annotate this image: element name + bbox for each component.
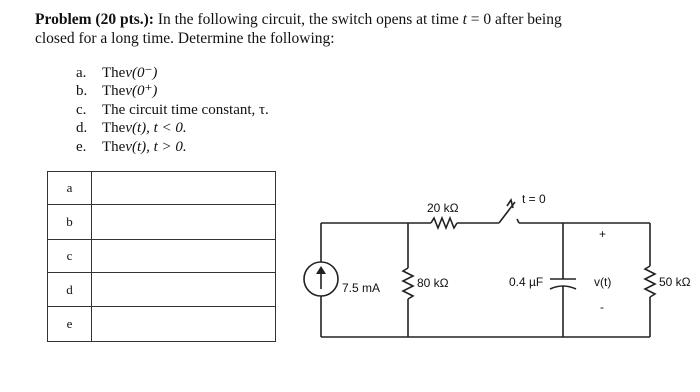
question-label: a. bbox=[76, 65, 87, 81]
answer-row-d bbox=[48, 273, 276, 307]
answer-label: b bbox=[48, 205, 92, 240]
question-label: d. bbox=[76, 120, 88, 137]
switch-contact bbox=[517, 219, 519, 223]
answer-row-e bbox=[48, 307, 276, 342]
question-a bbox=[76, 64, 269, 82]
answer-cell[interactable] bbox=[92, 307, 276, 342]
question-list bbox=[76, 64, 269, 156]
question-expr: v(t), t < 0. bbox=[125, 120, 187, 137]
question-c bbox=[76, 101, 269, 119]
answer-label: e bbox=[48, 307, 92, 342]
answer-table bbox=[47, 171, 276, 342]
shunt-resistor-label: 80 kΩ bbox=[417, 276, 449, 290]
load-resistor-symbol bbox=[645, 266, 655, 297]
question-expr: v(0⁻) bbox=[125, 65, 158, 81]
question-text: The bbox=[102, 65, 126, 81]
capacitor-label: 0.4 µF bbox=[509, 275, 544, 289]
answer-cell[interactable] bbox=[92, 205, 276, 240]
question-e bbox=[76, 138, 269, 156]
up-arrow-icon bbox=[316, 266, 326, 274]
voltage-minus: - bbox=[600, 300, 604, 314]
question-text: The bbox=[102, 120, 126, 137]
problem-statement bbox=[35, 10, 675, 48]
question-d bbox=[76, 119, 269, 137]
answer-label: c bbox=[48, 240, 92, 273]
problem-line-2: closed for a long time. Determine the following: bbox=[35, 30, 335, 47]
answer-row-a bbox=[48, 172, 276, 205]
question-label: c. bbox=[76, 101, 87, 118]
problem-text-1: In the following circuit, the switch opens at time bbox=[153, 11, 463, 28]
source-label: 7.5 mA bbox=[342, 281, 381, 295]
load-resistor-label: 50 kΩ bbox=[659, 275, 691, 289]
time-variable: t bbox=[462, 11, 467, 28]
answer-label: d bbox=[48, 273, 92, 307]
question-expr: v(t), t > 0. bbox=[125, 138, 187, 155]
problem-heading: Problem (20 pts.): bbox=[35, 11, 154, 28]
question-label: b. bbox=[76, 83, 88, 100]
voltage-label: v(t) bbox=[594, 275, 612, 289]
problem-line-1 bbox=[35, 10, 675, 29]
series-resistor-label: 20 kΩ bbox=[427, 201, 459, 215]
switch-arrow-icon bbox=[507, 200, 513, 208]
answer-label: a bbox=[48, 172, 92, 205]
answer-row-c bbox=[48, 240, 276, 273]
question-b bbox=[76, 82, 269, 100]
switch-label: t = 0 bbox=[522, 192, 546, 206]
question-text: The circuit time constant, τ. bbox=[102, 101, 269, 118]
question-expr: v(0⁺) bbox=[125, 83, 158, 100]
circuit-diagram bbox=[283, 166, 693, 358]
question-text: The bbox=[102, 138, 126, 155]
answer-row-b bbox=[48, 205, 276, 240]
answer-cell[interactable] bbox=[92, 273, 276, 307]
question-label: e. bbox=[76, 138, 87, 155]
voltage-plus: + bbox=[599, 227, 607, 241]
question-text: The bbox=[102, 83, 126, 100]
shunt-resistor-symbol bbox=[403, 268, 413, 299]
answer-cell[interactable] bbox=[92, 172, 276, 205]
problem-text-2: = 0 after being bbox=[466, 11, 562, 28]
answer-cell[interactable] bbox=[92, 240, 276, 273]
series-resistor-symbol bbox=[431, 218, 457, 228]
